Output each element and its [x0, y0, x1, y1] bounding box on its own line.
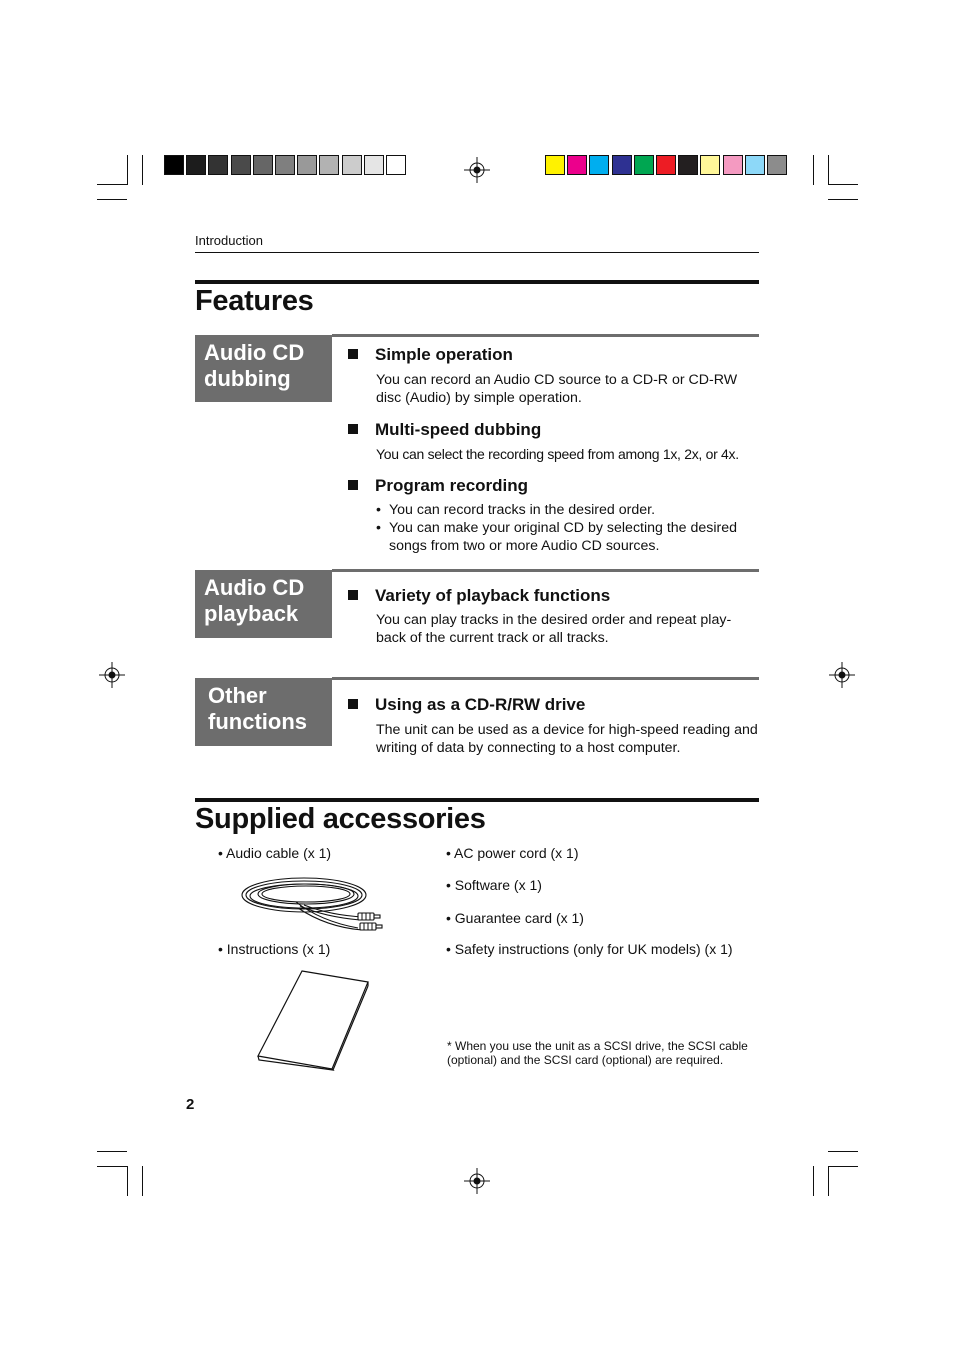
feature-bullet-list — [376, 501, 761, 555]
registration-mark-icon — [99, 662, 125, 688]
category-rule — [332, 569, 759, 572]
category-rule — [332, 334, 759, 337]
category-label-line: dubbing — [204, 366, 291, 391]
accessory-item: • Guarantee card (x 1) — [446, 910, 584, 926]
accessory-item: • Audio cable (x 1) — [218, 845, 332, 861]
square-bullet-icon — [348, 699, 358, 709]
feature-title — [348, 345, 513, 365]
page-number: 2 — [186, 1096, 195, 1113]
accessory-item: • Safety instructions (only for UK models) (x 1) — [446, 941, 733, 957]
category-label-line: playback — [204, 601, 299, 626]
color-swatch — [745, 155, 765, 175]
color-swatch — [208, 155, 228, 175]
registration-mark-icon — [464, 157, 490, 183]
category-audio-cd-dubbing — [195, 335, 332, 402]
color-swatch — [656, 155, 676, 175]
accessories-title-rule — [195, 798, 759, 802]
color-swatch — [612, 155, 632, 175]
category-rule — [332, 677, 759, 680]
category-label-line: Other — [208, 683, 267, 708]
feature-title-text: Program recording — [375, 476, 529, 495]
color-swatch — [545, 155, 565, 175]
color-swatch — [164, 155, 184, 175]
feature-title — [348, 420, 541, 440]
category-other-functions — [195, 678, 332, 746]
color-swatch — [364, 155, 384, 175]
category-label-line: functions — [208, 709, 307, 734]
color-swatch — [275, 155, 295, 175]
category-audio-cd-playback — [195, 570, 332, 638]
square-bullet-icon — [348, 424, 358, 434]
accessory-item: • AC power cord (x 1) — [446, 845, 579, 861]
feature-body: You can select the recording speed from among 1x, 2x, or 4x. — [376, 446, 739, 462]
running-header: Introduction — [195, 233, 263, 248]
color-swatch — [700, 155, 720, 175]
feature-body: You can record an Audio CD source to a CD-R or CD-RW disc (Audio) by simple operation. — [376, 372, 738, 406]
color-swatch — [678, 155, 698, 175]
accessory-item: • Instructions (x 1) — [218, 941, 331, 957]
feature-title — [348, 586, 610, 606]
feature-title-text: Using as a CD-R/RW drive — [375, 695, 586, 714]
feature-title-text: Variety of playback functions — [375, 586, 611, 605]
features-title-rule — [195, 280, 759, 284]
color-swatch — [589, 155, 609, 175]
category-label-line: Audio CD — [204, 340, 305, 365]
instruction-booklet-illustration — [255, 968, 373, 1072]
scsi-footnote: * When you use the unit as a SCSI drive, the SCSI cable (optional) and the SCSI card (optional) are required. — [447, 1039, 748, 1067]
color-swatch — [253, 155, 273, 175]
square-bullet-icon — [348, 349, 358, 359]
features-title: Features — [195, 285, 314, 317]
registration-mark-icon — [464, 1168, 490, 1194]
feature-title — [348, 695, 585, 715]
accessories-title: Supplied accessories — [195, 803, 486, 835]
square-bullet-icon — [348, 590, 358, 600]
color-swatch — [297, 155, 317, 175]
feature-body: The unit can be used as a device for high-speed reading and writing of data by connecting to a host computer. — [376, 722, 758, 756]
color-swatch — [634, 155, 654, 175]
feature-title-text: Multi-speed dubbing — [375, 420, 542, 439]
audio-cable-illustration — [238, 872, 393, 936]
color-swatch — [767, 155, 787, 175]
color-swatch — [723, 155, 743, 175]
square-bullet-icon — [348, 480, 358, 490]
header-rule — [195, 252, 759, 253]
feature-title-text: Simple operation — [375, 345, 513, 364]
color-swatch — [186, 155, 206, 175]
color-swatch — [319, 155, 339, 175]
color-swatch — [342, 155, 362, 175]
feature-body: You can play tracks in the desired order and repeat play-back of the current track or all tracks. — [376, 612, 732, 646]
feature-title — [348, 476, 528, 496]
color-swatch — [567, 155, 587, 175]
list-item: • You can make your original CD by selecting the desired songs from two or more Audio CD sources. — [376, 519, 761, 555]
color-swatch — [386, 155, 406, 175]
accessory-item: • Software (x 1) — [446, 877, 542, 893]
color-swatch — [231, 155, 251, 175]
list-item: • You can record tracks in the desired order. — [376, 501, 761, 519]
category-label-line: Audio CD — [204, 575, 305, 600]
registration-mark-icon — [829, 662, 855, 688]
